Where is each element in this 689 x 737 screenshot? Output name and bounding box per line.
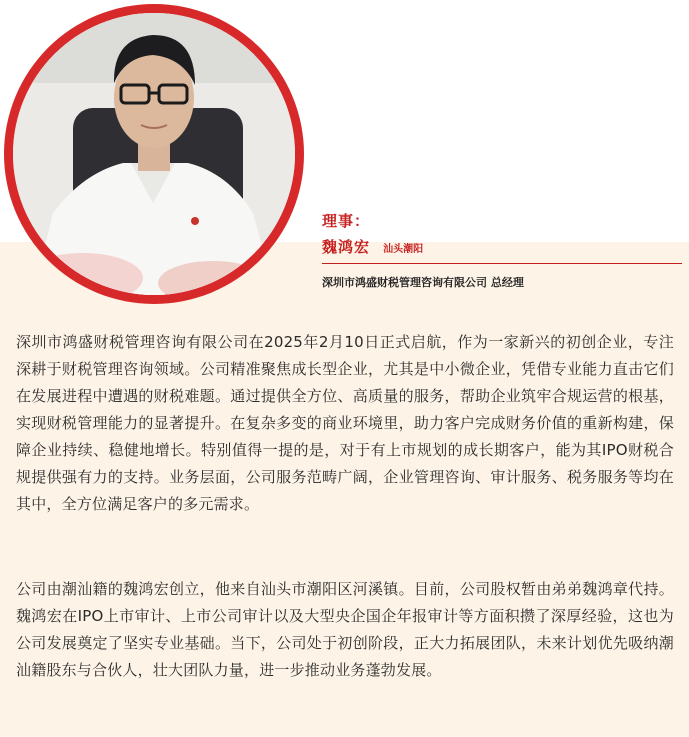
person-name: 魏鸿宏 — [322, 238, 371, 256]
portrait-frame — [4, 4, 304, 304]
portrait-photo — [13, 13, 295, 295]
accent-divider — [322, 263, 682, 264]
origin-label: 汕头潮阳 — [383, 244, 424, 255]
name-row — [322, 236, 423, 257]
company-title: 深圳市鸿盛财税管理咨询有限公司 总经理 — [322, 276, 524, 289]
intro-paragraph: 深圳市鸿盛财税管理咨询有限公司在2025年2月10日正式启航，作为一家新兴的初创企业，专注深耕于财税管理咨询领域。公司精准聚焦成长型企业，尤其是中小微企业，凭借专业能力直击它们在发展进程中遭遇的财税难题。通过提供全方位、高质量的服务，帮助企业筑牢合规运营的根基，实现财税管理能力的显著提升。在复杂多变的商业环境里，助力客户完成财务价值的重新构建，保障企业持续、稳健地增长。特别值得一提的是，对于有上市规划的成长期客户，能为其IPO财税合规提供强有力的支持。业务层面，公司服务范畴广阔，企业管理咨询、审计服务、税务服务等均在其中，全方位满足客户的多元需求。 — [16, 333, 674, 513]
role-label: 理事： — [322, 212, 371, 230]
founder-paragraph: 公司由潮汕籍的魏鸿宏创立，他来自汕头市潮阳区河溪镇。目前，公司股权暂由弟弟魏鸿章代持。魏鸿宏在IPO上市审计、上市公司审计以及大型央企国企年报审计等方面积攒了深厚经验，这也为公司发展奠定了坚实专业基础。当下，公司处于初创阶段，正大力拓展团队，未来计划优先吸纳潮汕籍股东与合伙人，壮大团队力量，进一步推动业务蓬勃发展。 — [16, 580, 674, 679]
